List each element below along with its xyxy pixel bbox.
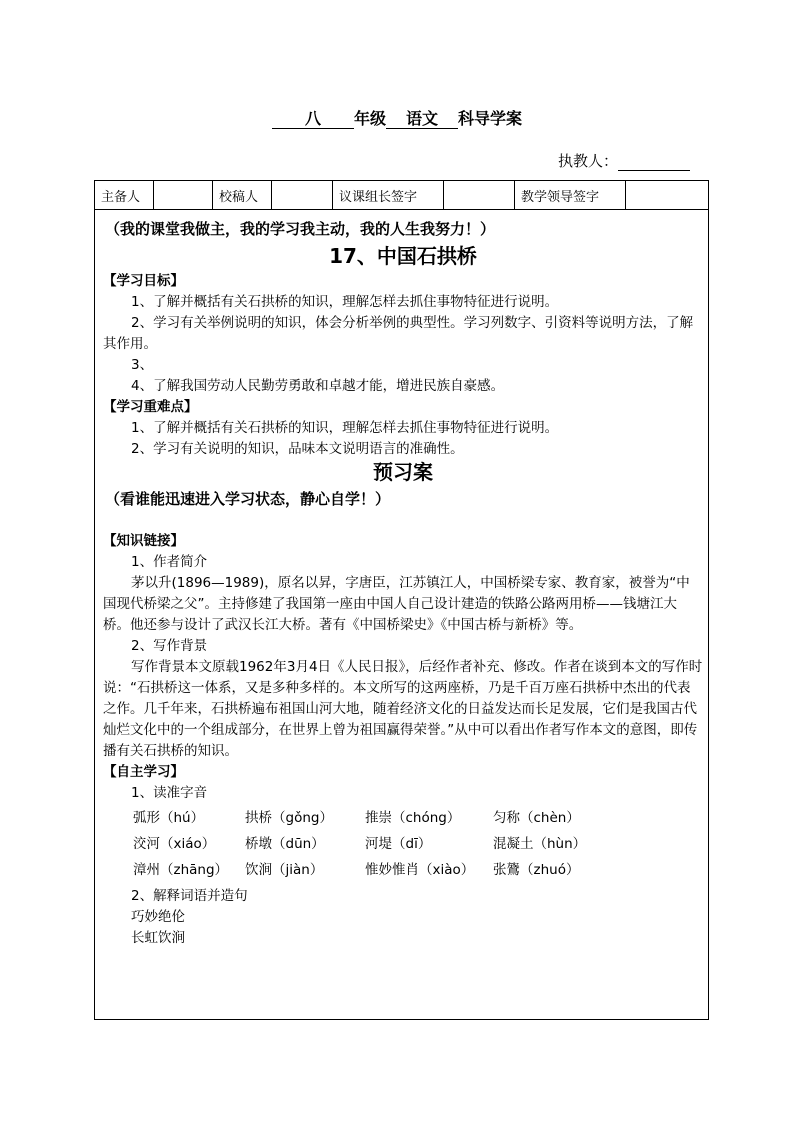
- vocab-word: 巧妙绝伦: [131, 909, 185, 925]
- goal-item: 1、了解并概括有关石拱桥的知识，理解怎样去抓住事物特征进行说明。: [131, 294, 559, 310]
- key-points-heading: 【学习重难点】: [103, 399, 198, 415]
- subject-suffix: 科导学案: [458, 109, 523, 128]
- goals-heading: 【学习目标】: [103, 273, 184, 289]
- sign-cell-label: 教学领导签字: [515, 181, 626, 210]
- knowledge-heading: 【知识链接】: [103, 533, 184, 549]
- pronunciation-item: 混凝土（hùn）: [493, 836, 587, 852]
- pronunciation-item: 弧形（hú）: [133, 810, 205, 826]
- sign-cell-blank: [272, 181, 333, 210]
- motto: （我的课堂我做主，我的学习我主动，我的人生我努力！）: [105, 220, 496, 238]
- preview-motto: （看谁能迅速进入学习状态，静心自学！）: [105, 490, 391, 508]
- pronunciation-item: 匀称（chèn）: [493, 810, 580, 826]
- lesson-title: 17、中国石拱桥: [329, 244, 477, 268]
- pronunciation-item: 桥墩（dūn）: [245, 836, 325, 852]
- pronunciation-item: 洨河（xiáo）: [133, 836, 216, 852]
- key-point-item: 2、学习有关说明的知识，品味本文说明语言的准确性。: [131, 441, 464, 457]
- grade-blank: 八: [272, 110, 354, 129]
- pronunciation-item: 拱桥（gǒng）: [245, 810, 333, 826]
- pronunciation-item: 张鷟（zhuó）: [493, 862, 580, 878]
- vocab-word: 长虹饮涧: [131, 930, 185, 946]
- goal-item: 3、: [131, 357, 154, 373]
- self-study-heading: 【自主学习】: [103, 764, 184, 780]
- pronunciation-item: 推崇（chóng）: [365, 810, 461, 826]
- author-line: [558, 150, 690, 171]
- worksheet-content: [103, 219, 703, 949]
- sign-cell-blank: [626, 181, 709, 210]
- grade-suffix: 年级: [353, 109, 386, 128]
- sign-cell-label: 议课组长签字: [333, 181, 444, 210]
- pronunciation-title: 1、读准字音: [131, 785, 208, 801]
- subject-blank: 语文: [386, 110, 458, 129]
- sign-cell-blank: [154, 181, 213, 210]
- worksheet-frame: [94, 180, 709, 1020]
- author-intro-title: 1、作者简介: [131, 554, 208, 570]
- pronunciation-item: 河堤（dī）: [365, 836, 432, 852]
- goal-item: 4、了解我国劳动人民勤劳勇敢和卓越才能，增进民族自豪感。: [131, 378, 505, 394]
- sign-table: [95, 181, 708, 210]
- document-title: [0, 106, 794, 129]
- pronunciation-row: [103, 834, 703, 855]
- key-point-item: 1、了解并概括有关石拱桥的知识，理解怎样去抓住事物特征进行说明。: [131, 420, 559, 436]
- pronunciation-row: [103, 860, 703, 881]
- pronunciation-item: 漳州（zhāng）: [133, 862, 229, 878]
- sign-cell-blank: [444, 181, 515, 210]
- pronunciation-item: 惟妙惟肖（xiào）: [365, 862, 475, 878]
- preview-title: 预习案: [373, 460, 433, 484]
- goal-item: 2、学习有关举例说明的知识，体会分析举例的典型性。学习列数字、引资料等说明方法，了解其作用。: [103, 315, 694, 352]
- background-text: 写作背景本文原载1962年3月4日《人民日报》，后经作者补充、修改。作者在谈到本文的写作时说：“石拱桥这一体系，又是多种多样的。本文所写的这两座桥，乃是千百万座石拱桥中杰出的代表之作。几千年来，石拱桥遍布祖国山河大地，随着经济文化的日益发达而长足发展，它们是我国古代灿烂文化中的一个组成部分，在世界上曾为祖国赢得荣誉。”从中可以看出作者写作本文的意图，即传播有关石拱桥的知识。: [103, 659, 703, 759]
- author-intro-text: 茅以升(1896—1989)，原名以昇，字唐臣，江苏镇江人，中国桥梁专家、教育家，被誉为“中国现代桥梁之父”。主持修建了我国第一座由中国人自己设计建造的铁路公路两用桥——钱塘江大桥。他还参与设计了武汉长江大桥。著有《中国桥梁史》《中国古桥与新桥》等。: [103, 575, 690, 633]
- author-label: 执教人：: [558, 152, 619, 170]
- background-title: 2、写作背景: [131, 638, 208, 654]
- sign-cell-label: 主备人: [95, 181, 154, 210]
- author-blank: [618, 154, 690, 171]
- pronunciation-row: [103, 808, 703, 829]
- sign-cell-label: 校稿人: [213, 181, 272, 210]
- pronunciation-item: 饮涧（jiàn）: [245, 862, 324, 878]
- vocab-title: 2、解释词语并造句: [131, 888, 248, 904]
